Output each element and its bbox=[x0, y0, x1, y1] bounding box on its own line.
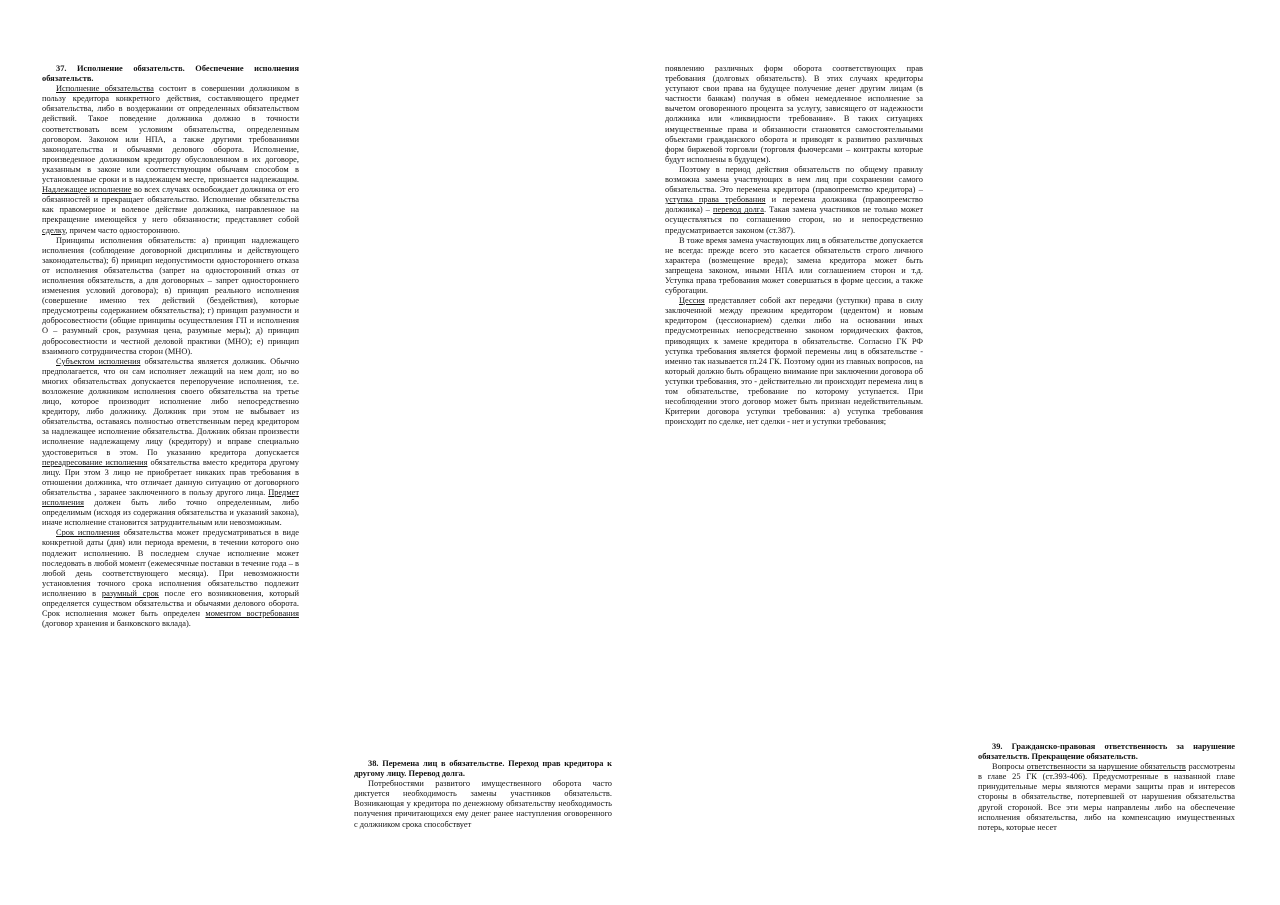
underlined-term: переадресование исполнения bbox=[42, 457, 148, 467]
underlined-term: Цессия bbox=[679, 296, 705, 306]
section-heading-38: 38. Перемена лиц в обязательстве. Переход прав кредитора к другому лицу. Перевод долга. bbox=[354, 759, 612, 779]
underlined-term: Надлежащее исполнение bbox=[42, 185, 132, 195]
paragraph: Принципы исполнения обязательств: а) принцип надлежащего исполнения (соблюдение договорной дисциплины и действующего законодательства); б) принцип недопустимости одностороннего отказа от исполнения обязательства (запрет на односторонний отказ от исполнения обязательств, а для договорных – запрет одностороннего изменения условий договора); в) принцип реального исполнения (совершение именно тех действий (бездействия), которые предусмотрены содержанием обязательства); г) принцип разумности и добросовестности (общие принципы осуществления ГП и исполнения О – разумный срок, разумная цена, разумные меры); д) принцип добросовестности и честной деловой практики (МНО); е) принцип взаимного сотрудничества сторон (МНО). bbox=[42, 235, 299, 356]
underlined-term: уступка права требования bbox=[665, 195, 766, 205]
underlined-term: Срок исполнения bbox=[56, 528, 120, 538]
underlined-term: ответственности за нарушение обязательств bbox=[1026, 762, 1186, 772]
paragraph: Субъектом исполнения обязательства является должник. Обычно предполагается, что он сам исполняет лежащий на нем долг, но во многих обязательствах допускается перепоручение исполнения, т.е. возложение должником исполнения своего обязательства на третье лицо, которое производит исполнение либо непосредственно кредитору, либо должнику. Должник при этом не выбывает из обязательства, оставаясь полностью ответственным перед кредитором за надлежащее исполнение обязательства. Должник обязан произвести исполнение надлежащему лицу (кредитору) и вправе специально удостовериться в этом. По указанию кредитора допускается переадресование исполнения обязательства вместо кредитора другому лицу. При этом 3 лицо не приобретает никаких прав требования в отношении должника, что отличает данную ситуацию от договорного обязательства , заранее заключенного в пользу другого лица. Предмет исполнения должен быть либо точно определенным, либо определимым (исходя из содержания обязательства и указаний закона), иначе исполнение становится затруднительным или невозможным. bbox=[42, 356, 300, 528]
underlined-term: Исполнение обязательства bbox=[56, 84, 154, 94]
column-38-continued bbox=[665, 64, 923, 427]
paragraph: Поэтому в период действия обязательств по общему правилу возможна замена участвующих в нем лиц при сохранении самого обязательства. Это перемена кредитора (правопреемство кредитора) – уступка права требования и перемена должника (правопреемство должника) – перевод долга. Такая замена участников не только может осуществляться по соглашению сторон, но и непосредственно предусматривается законом (ст.387). bbox=[665, 164, 923, 235]
paragraph: Срок исполнения обязательства может предусматриваться в виде конкретной даты (дня) или периода времени, в течении которого оно подлежит исполнению. В последнем случае исполнение может последовать в любой момент (ежемесячные поставки в течение года – в любой день соответствующего месяца). При невозможности установления точного срока исполнения обязательство подлежит исполнению в разумный срок после его возникновения, который определяется существом обязательства и обычаями делового оборота. Срок исполнения может быть определен моментом востребования (договор хранения и банковского вклада). bbox=[42, 528, 299, 629]
column-39 bbox=[978, 742, 1235, 833]
paragraph: Цессия представляет собой акт передачи (уступки) права в силу заключенной между прежним кредитором (цедентом) и новым кредитором (цессионарием) сделки либо на основании иных предусмотренных непосредственно законом юридических фактов, приводящих к замене кредитора в обязательстве. Согласно ГК РФ уступка требования является формой перемены лиц в обязательстве - именно так называется гл.24 ГК. Поэтому один из главных вопросов, на который должно быть обращено внимание при заключении договора об уступки требования, это - действительно ли происходит перемена лиц в том обязательстве, требование по которому уступается. При несоблюдении этого договор может быть признан недействительным. Критерии договора уступки требования: а) уступка требования происходит по сделке, нет сделки - нет и уступки требования; bbox=[665, 296, 923, 427]
underlined-term: моментом востребования bbox=[205, 609, 299, 619]
underlined-term: разумный срок bbox=[101, 588, 159, 598]
paragraph: Потребностями развитого имущественного оборота часто диктуется необходимость замены участников обязательств. Возникающая у кредитора по денежному обязательству необходимость получения причитающихся ему денег ранее наступления оговоренного с должником срока способствует bbox=[354, 779, 612, 829]
underlined-term: Субъектом исполнения bbox=[56, 356, 141, 366]
paragraph: В тоже время замена участвующих лиц в обязательстве допускается не всегда: прежде всего это касается обязательств строго личного характера (возмещение вреда); замена кредитора может быть запрещена законом, иными НПА или соглашением сторон и т.д. Уступка права требования может совершаться в форме цессии, а также суброгации. bbox=[665, 235, 923, 296]
section-heading-37: 37. Исполнение обязательств. Обеспечение исполнения обязательств. bbox=[42, 64, 299, 84]
column-38 bbox=[354, 759, 612, 830]
column-37 bbox=[42, 64, 299, 629]
underlined-term: Предмет исполнения bbox=[42, 487, 299, 508]
underlined-term: перевод долга bbox=[713, 205, 764, 215]
paragraph: Исполнение обязательства состоит в совершении должником в пользу кредитора конкретного действия, составляющего предмет обязательства, либо в воздержании от определенных обязательством действий. Такое поведение должника должно в точности соответствовать всем условиям обязательства, определенным договором. Законом или НПА, а также другими требованиями законодательства и обычаями делового оборота. Исполнение, произведенное должником кредитору обусловленном в их договоре, указанным в законе или соответствующим обычаям способом в установленные сроки и в надлежащем месте, признается надлежащим. Надлежащее исполнение во всех случаях освобождает должника от его обязанностей и прекращает обязательство. Исполнение обязательства как правомерное и волевое действие должника, направленное на прекращение имеющейся у него обязанности; представляет собой сделку, причем часто одностороннюю. bbox=[42, 84, 299, 235]
underlined-term: сделку bbox=[42, 225, 66, 235]
paragraph: Вопросы ответственности за нарушение обязательств рассмотрены в главе 25 ГК (ст.393-406). Предусмотренные в названной главе принудительные меры являются мерами защиты прав и интересов стороны в обязательстве, потерпевшей от нарушения обязательства другой стороной. Все эти меры направлены либо на обеспечение исполнения обязательства, либо на компенсацию имущественных потерь, которые несет bbox=[978, 762, 1236, 832]
paragraph: появлению различных форм оборота соответствующих прав требования (долговых обязательств). В этих случаях кредиторы уступают свои права на будущее получение денег другим лицам (в частности банкам) получая в обмен немедленное исполнение за вычетом оговоренного процента за услугу, зависящего от надежности должника или «ликвидности требования». В таких ситуациях имущественные права и обязанности становятся самостоятельными объектами гражданского оборота и приводят к развитию различных форм биржевой торговли (торговля фьючерсами – контракты которые будут исполнены в будущем). bbox=[665, 64, 923, 164]
section-heading-39: 39. Гражданско-правовая ответственность за нарушение обязательств. Прекращение обязательств. bbox=[978, 742, 1235, 762]
